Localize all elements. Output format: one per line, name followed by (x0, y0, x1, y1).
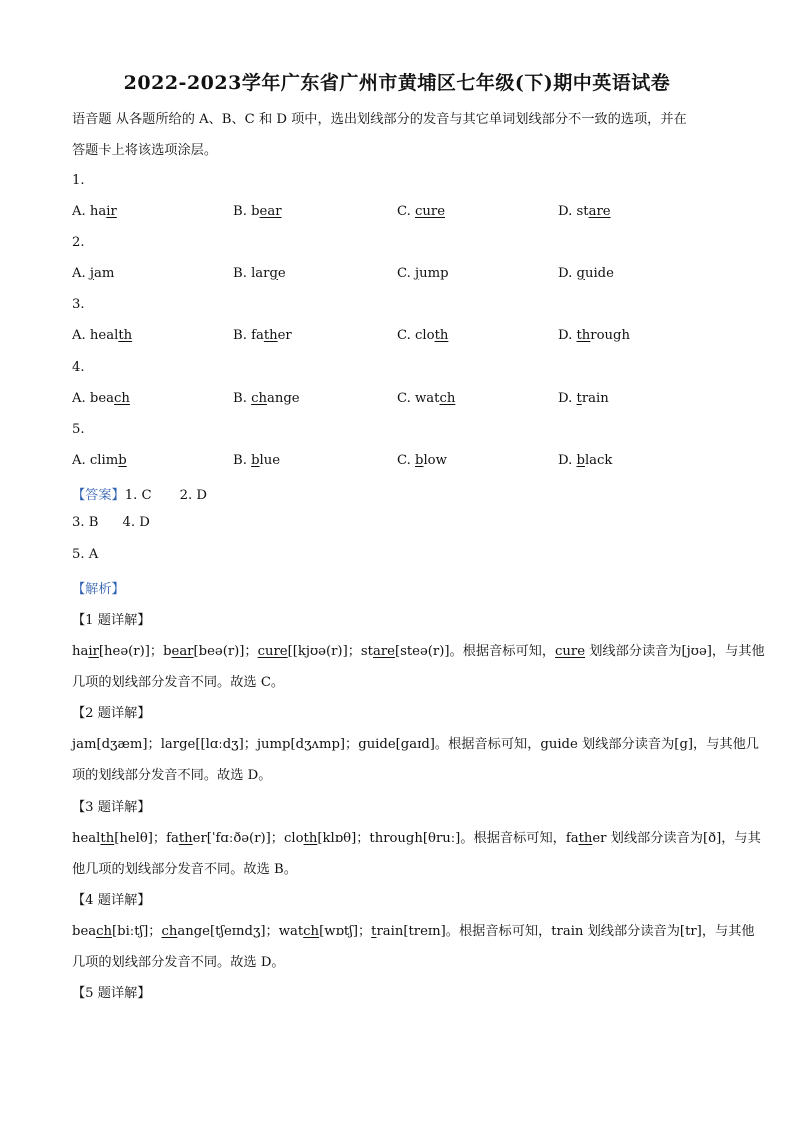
answer-line-3: 5. A (72, 547, 99, 562)
detail-line-1: health[helθ]；father[ˈfɑːðə(r)]；cloth[klɒθ]；through[θruː]。根据音标可知，father 划线部分读音为[ð]，与其 (72, 831, 761, 846)
option-d: D. stare (558, 204, 611, 219)
option-c: C. cloth (397, 328, 449, 343)
question-number: 1. (72, 173, 85, 188)
option-b: B. father (233, 328, 292, 343)
option-b: B. blue (233, 453, 281, 468)
question-number: 2. (72, 235, 85, 250)
detail-heading: 【5 题详解】 (72, 986, 151, 1001)
detail-heading: 【1 题详解】 (72, 613, 151, 628)
answer-line-2 (72, 515, 150, 530)
detail-line-1: hair[heə(r)]；bear[beə(r)]；cure[[kjʊə(r)]；stare[steə(r)]。根据音标可知，cure 划线部分读音为[jʊə]，与其他 (72, 644, 765, 659)
question-number: 4. (72, 360, 85, 375)
option-a: A. beach (72, 391, 130, 406)
detail-line-2: 几项的划线部分发音不同。故选 D。 (72, 955, 285, 970)
option-b: B. large (233, 266, 286, 281)
option-d: D. black (558, 453, 613, 468)
option-a: A. hair (72, 204, 117, 219)
answer-1: 1. C (124, 488, 152, 503)
detail-line-2: 项的划线部分发音不同。故选 D。 (72, 768, 272, 783)
instructions-line-2: 答题卡上将该选项涂层。 (72, 143, 218, 158)
instructions-line-1: 语音题 从各题所给的 A、B、C 和 D 项中，选出划线部分的发音与其它单词划线部分不一致的选项，并在 (72, 112, 687, 127)
detail-heading: 【3 题详解】 (72, 800, 151, 815)
option-c: C. blow (397, 453, 447, 468)
question-number: 3. (72, 297, 85, 312)
detail-line-2: 他几项的划线部分发音不同。故选 B。 (72, 862, 297, 877)
answer-3: 3. B (72, 515, 99, 530)
question-number: 5. (72, 422, 85, 437)
detail-heading: 【2 题详解】 (72, 706, 151, 721)
page-title: 2022-2023学年广东省广州市黄埔区七年级(下)期中英语试卷 (123, 72, 671, 94)
answer-label: 【答案】 (72, 488, 125, 503)
option-d: D. train (558, 391, 609, 406)
detail-line-2: 几项的划线部分发音不同。故选 C。 (72, 675, 285, 690)
option-b: B. bear (233, 204, 282, 219)
option-c: C. jump (397, 266, 449, 281)
option-b: B. change (233, 391, 300, 406)
answer-2: 2. D (179, 488, 207, 503)
option-d: D. guide (558, 266, 614, 281)
detail-line-1: beach[biːtʃ]；change[tʃeɪndʒ]；watch[wɒtʃ]；train[treɪn]。根据音标可知，train 划线部分读音为[tr]，与其他 (72, 924, 755, 939)
option-d: D. through (558, 328, 630, 343)
option-a: A. health (72, 328, 133, 343)
detail-line-1: jam[dʒæm]；large[[lɑːdʒ]；jump[dʒʌmp]；guide[gaɪd]。根据音标可知，guide 划线部分读音为[g]，与其他几 (72, 737, 759, 752)
answer-4: 4. D (122, 515, 150, 530)
option-c: C. cure (397, 204, 446, 219)
answer-line-1 (72, 484, 207, 503)
option-a: A. jam (72, 266, 115, 281)
option-c: C. watch (397, 391, 456, 406)
analysis-label: 【解析】 (72, 582, 125, 597)
detail-heading: 【4 题详解】 (72, 893, 151, 908)
option-a: A. climb (72, 453, 127, 468)
